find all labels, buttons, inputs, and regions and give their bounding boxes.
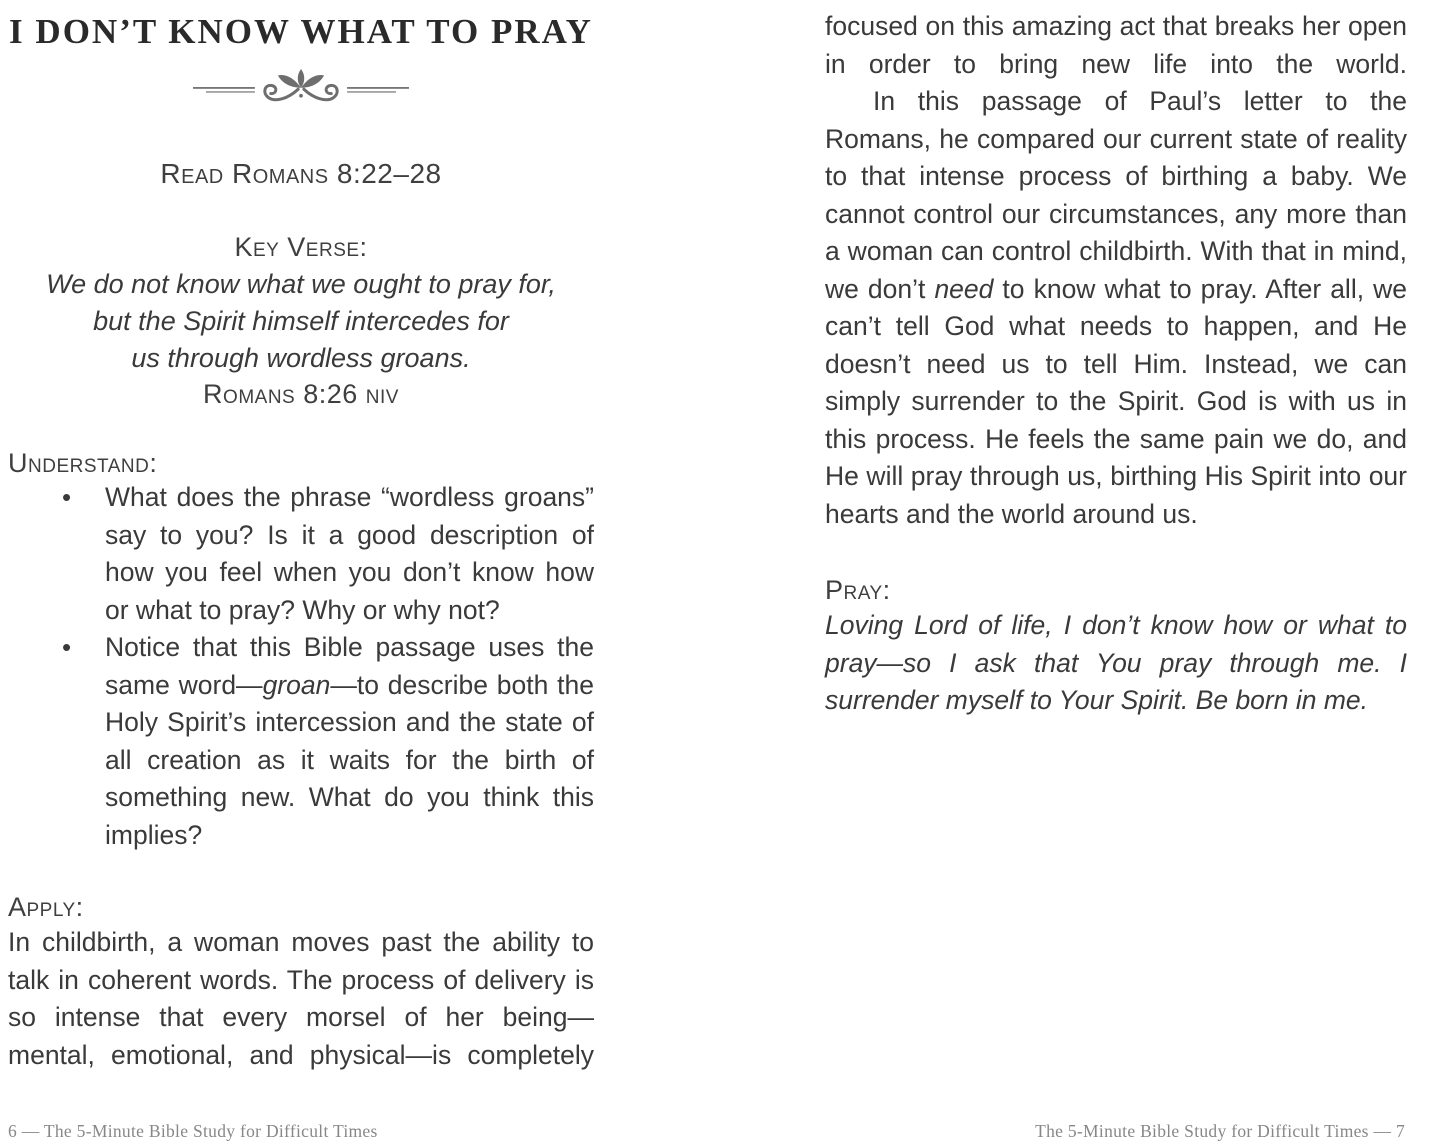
question-text: —to describe both the Holy Spirit’s intercession and the state of all creation as it waits for the birth of something new. What do you think this implies? <box>105 669 594 850</box>
key-verse-line: but the Spirit himself intercedes for <box>93 306 509 336</box>
body-text: to know what to pray. After all, we can’t tell God what needs to happen, and He doesn’t need us to tell Him. Instead, we can simply surrender to the Spirit. God is with us in this process. He feels the same pain we do, and He will pray through us, birthing His Spirit into our hearts and the world around us. <box>825 273 1407 529</box>
key-verse-label: Key Verse: <box>234 232 368 262</box>
read-reference: Read Romans 8:22–28 <box>160 158 442 189</box>
question-text-italic: groan <box>262 669 331 700</box>
body-text-italic: need <box>934 273 994 304</box>
key-verse-reference: Romans 8:26 niv <box>203 379 399 409</box>
body-paragraph <box>825 83 1407 533</box>
pray-label: Pray: <box>825 575 891 605</box>
key-verse-text <box>8 266 594 377</box>
apply-label: Apply: <box>8 892 84 922</box>
question-text: What does the phrase “wordless groans” say to you? Is it a good description of how you feel when you don’t know how or what to pray? Why or why not? <box>105 482 594 625</box>
understand-label: Understand: <box>8 448 158 478</box>
question-item <box>8 479 594 629</box>
left-page <box>8 0 594 1148</box>
apply-paragraph: In childbirth, a woman moves past the ability to talk in coherent words. The process of delivery is so intense that every morsel of her being—mental, emotional, and physical—is completely <box>8 927 594 1070</box>
prayer-paragraph: Loving Lord of life, I don’t know how or what to pray—so I ask that You pray through me. I surrender myself to Your Spirit. Be born in me. <box>825 610 1407 715</box>
fleuron-divider-icon <box>8 66 594 114</box>
right-page-footer: The 5-Minute Bible Study for Difficult Times — 7 <box>1035 1121 1405 1141</box>
body-text: In this passage of Paul’s letter to the Romans, he compared our current state of reality to that intense process of birthing a baby. We cannot control our circumstances, any more than a woman can control childbirth. With that in mind, we don’t <box>825 86 1407 304</box>
page-title: I DON’T KNOW WHAT TO PRAY <box>9 12 593 51</box>
left-page-footer: 6 — The 5-Minute Bible Study for Difficult Times <box>8 1121 378 1141</box>
understand-questions <box>8 479 594 854</box>
question-text: Notice that this Bible passage uses the same word— <box>105 632 594 700</box>
key-verse-line: We do not know what we ought to pray for, <box>46 269 556 299</box>
key-verse-line: us through wordless groans. <box>131 343 471 373</box>
body-paragraph-continued: focused on this amazing act that breaks her open in order to bring new life into the world. <box>825 11 1407 79</box>
right-page <box>825 0 1407 1148</box>
question-item <box>8 629 594 854</box>
